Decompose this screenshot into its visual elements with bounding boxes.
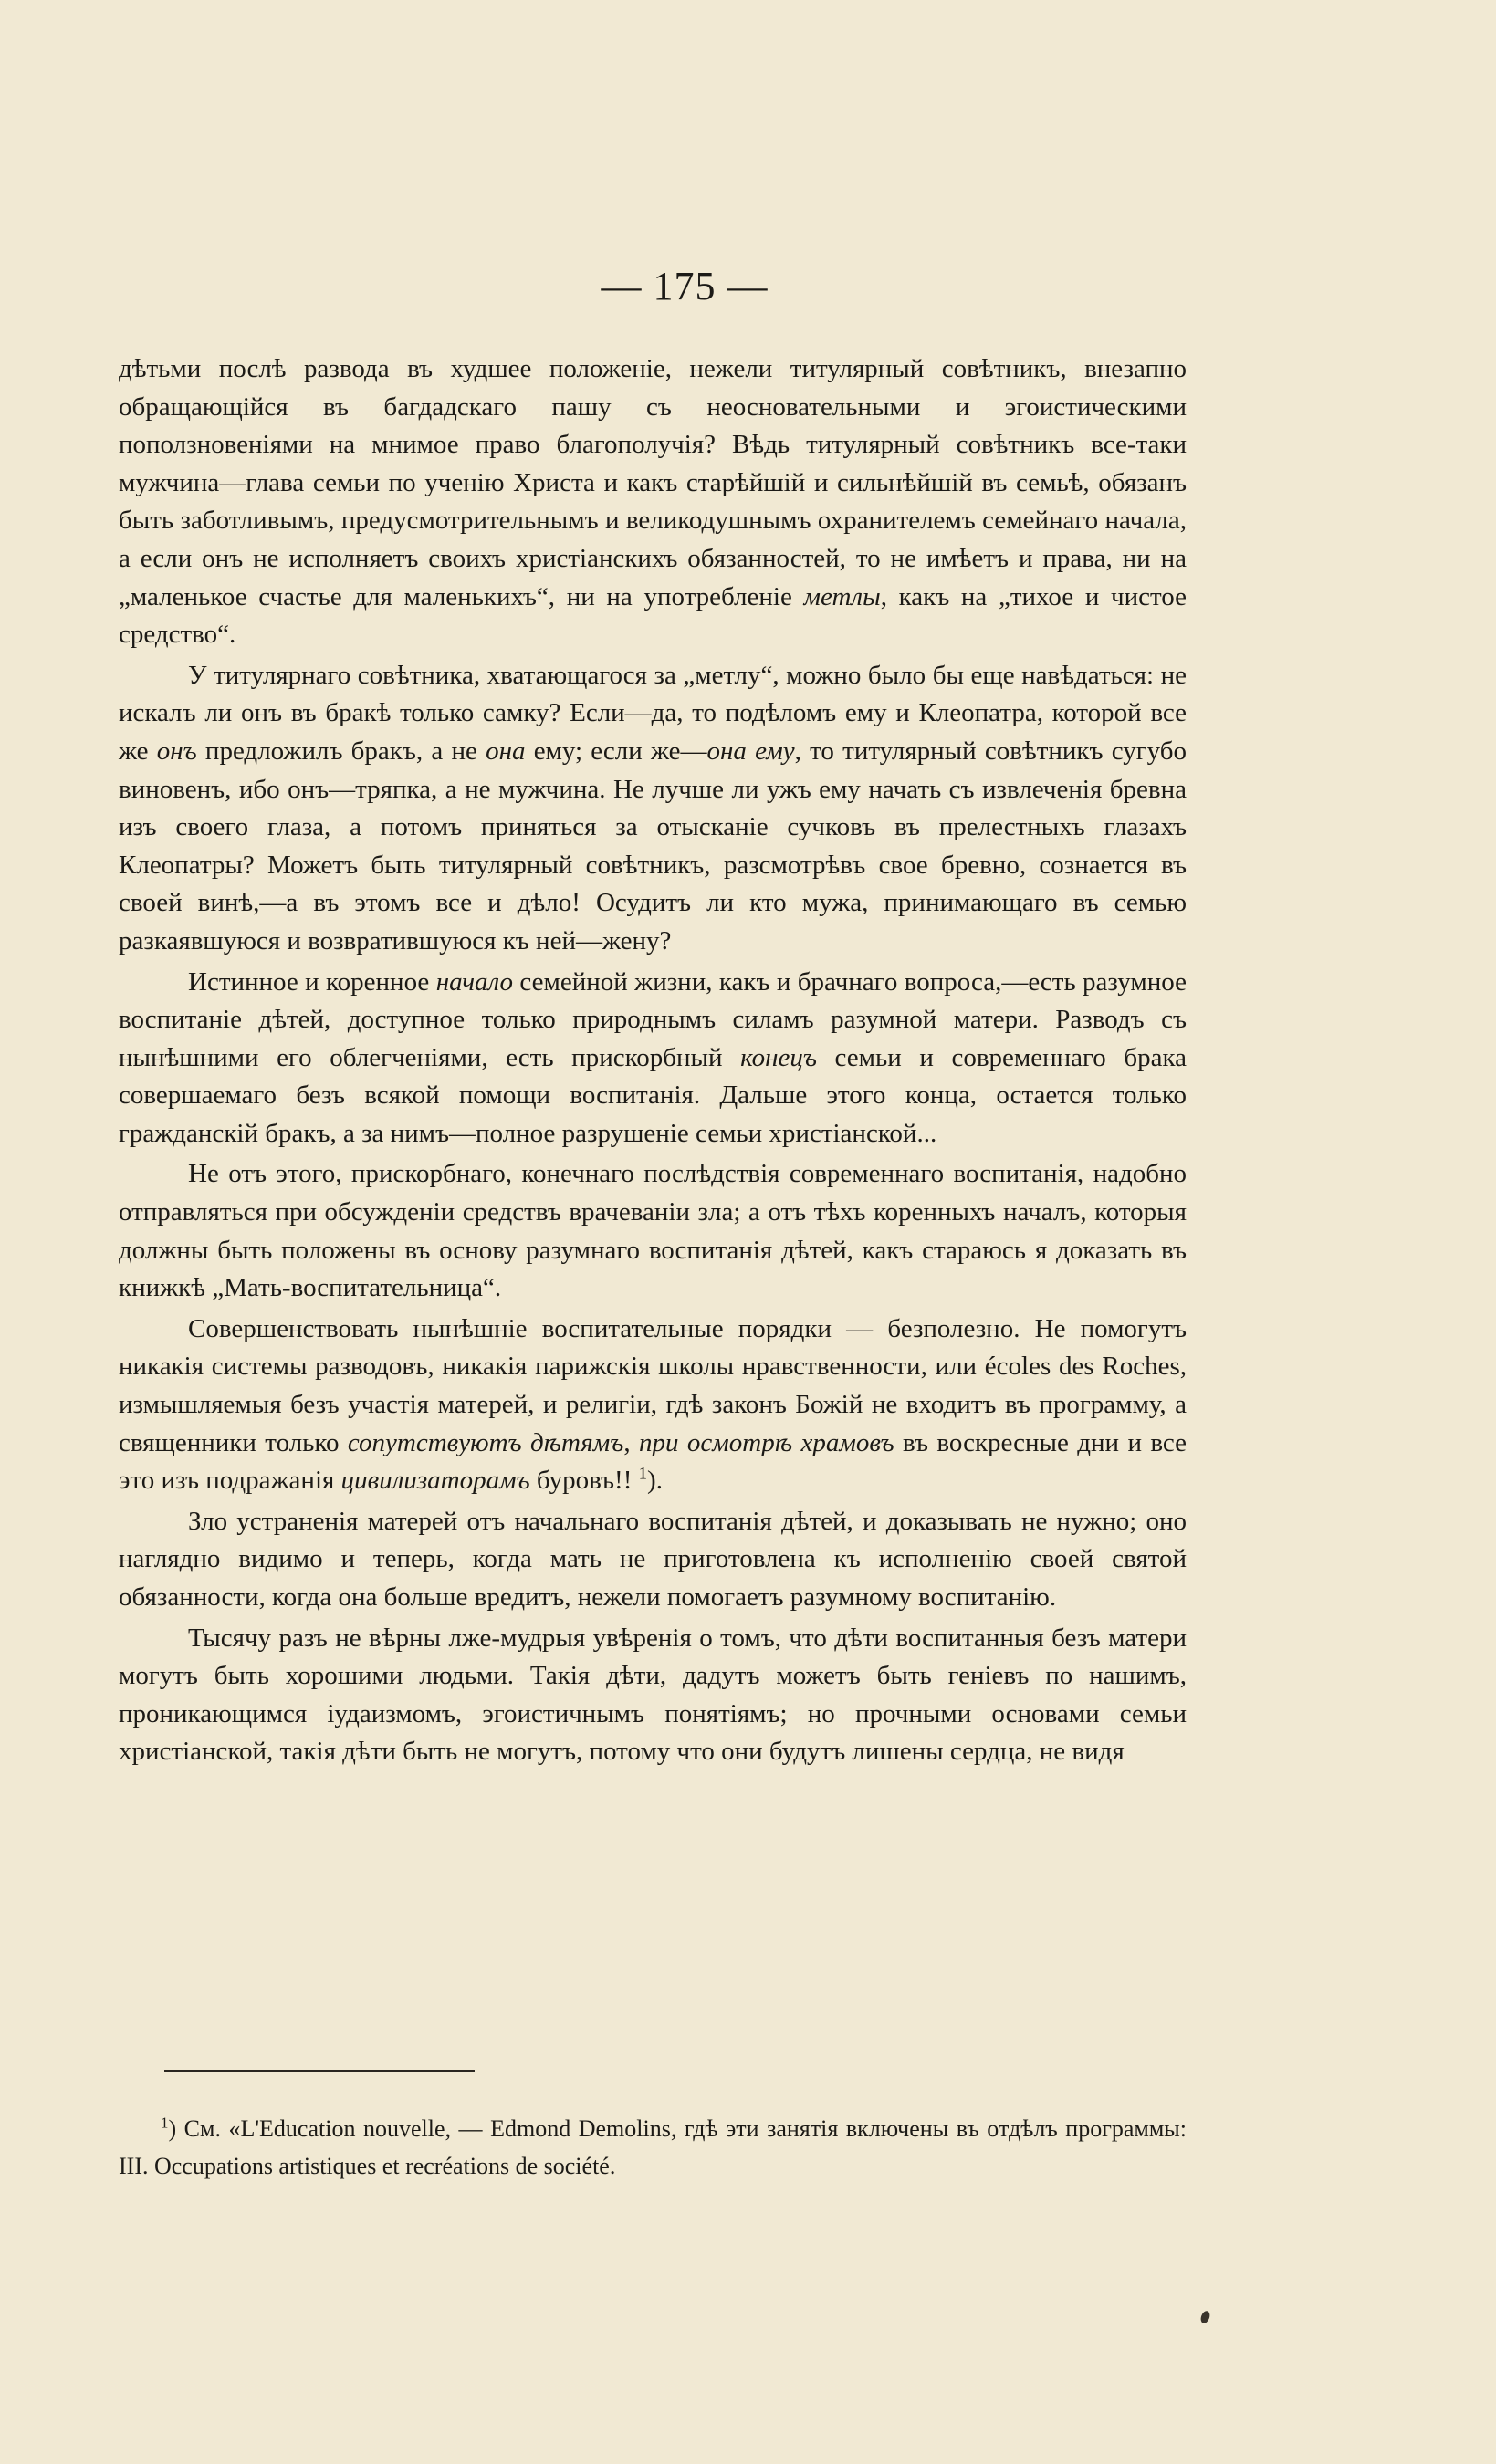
italic-text: сопутствуютъ дѣтямъ [347,1427,624,1457]
text-run: , то титулярный совѣтникъ сугубо виновенъ, ибо онъ—тряпка, а не мужчина. Не лучше ли ужъ ему начать съ извлеченія бревна изъ своего глаза, а потомъ приняться за отысканіе сучковъ въ прелестныхъ глазахъ Клеопатры? Можетъ быть титулярный совѣтникъ, разсмотрѣвъ свое бревно, сознается въ своей винѣ,—а въ этомъ все и дѣло! Осудитъ ли кто мужа, принимающаго въ семью разкаявшуюся и возвратившуюся къ ней—жену? [119,736,1187,955]
italic-text: начало [435,966,514,997]
paragraph [119,350,1187,654]
paragraph [119,1310,1187,1500]
paragraph [119,1503,1187,1617]
paragraph [119,1155,1187,1307]
text-run: , [623,1427,639,1457]
text-run: У титулярнаго совѣтника, хватающагося за „метлу“, можно было бы еще навѣдаться: не искалъ ли онъ въ бракѣ только самку? Если—да, то подѣломъ ему и Клеопатра, которой все же [119,660,1187,766]
paragraph [119,1620,1187,1771]
text-run: семейной жизни, какъ и брачнаго вопроса,—есть разумное воспитаніе дѣтей, доступное только природнымъ силамъ разумной матери. Разводъ съ нынѣшними его облегченіями, есть прискорбный [119,966,1187,1072]
text-run: Истинное и коренное [188,966,436,997]
ink-blot [1199,2310,1211,2324]
footnote-marker: 1 [638,1464,648,1484]
text-run: ему; если же— [525,736,707,766]
text-run: , какъ на „тихое и чистое средство“. [119,581,1187,650]
text-run: ) См. «L'Education nouvelle, — Edmond Demolins, гдѣ эти занятія включены въ отдѣлъ программы: III. Occupations artistiques et recréations de société. [119,2115,1187,2179]
text-run: буровъ!! [529,1466,639,1496]
text-run: предложилъ бракъ, а не [196,736,486,766]
text-run: Зло устраненія матерей отъ начальнаго воспитанія дѣтей, и доказывать не нужно; оно наглядно видимо и теперь, когда мать не приготовлена къ исполненію своей святой обязанности, когда она больше вредитъ, нежели помогаетъ разумному воспитанію. [119,1506,1187,1612]
footnote-divider [164,2070,475,2072]
italic-text: онъ [156,736,197,766]
italic-text: она ему [706,736,795,766]
footnote-marker: 1 [161,2114,169,2132]
text-run: семьи и современнаго брака совершаемаго безъ всякой помощи воспитанія. Дальше этого конца, остается только гражданскій бракъ, а за нимъ—полное разрушеніе семьи христіанской... [119,1042,1187,1148]
italic-text: метлы [803,581,881,611]
text-run: Совершенствовать нынѣшніе воспитательные порядки — безполезно. Не помогутъ никакія системы разводовъ, никакія парижскія школы нравственности, или écoles des Roches, измышляемыя безъ участія матерей, и религіи, гдѣ законъ Божій не входитъ въ программу, а священники только [119,1313,1187,1457]
body-text [119,350,1187,1771]
italic-text: при осмотрѣ храмовъ [639,1427,894,1457]
italic-text: цивилизаторамъ [340,1466,530,1496]
text-run: въ воскресные дни и все это изъ подражанія [119,1427,1187,1496]
text-run: дѣтьми послѣ развода въ худшее положеніе, нежели титулярный совѣтникъ, внезапно обращающійся въ багдадскаго пашу съ неосновательными и эгоистическими поползновеніями на мнимое право благополучія? Вѣдь титулярный совѣтникъ все-таки мужчина—глава семьи по ученію Христа и какъ старѣйшій и сильнѣйшій въ семьѣ, обязанъ быть заботливымъ, предусмотрительнымъ и великодушнымъ охранителемъ семейнаго начала, а если онъ не исполняетъ своихъ христіанскихъ обязанностей, то не имѣетъ и права, ни на „маленькое счастье для маленькихъ“, ни на употребленіе [119,354,1187,611]
paragraph [119,964,1187,1154]
text-run: ). [647,1466,663,1496]
italic-text: она [486,736,526,766]
footnote [119,2110,1187,2185]
italic-text: конецъ [740,1042,817,1072]
text-run: Тысячу разъ не вѣрны лже-мудрыя увѣренія о томъ, что дѣти воспитанныя безъ матери могутъ быть хорошими людьми. Такія дѣти, дадутъ можетъ быть геніевъ по нашимъ, проникающимся іудаизмомъ, эгоистичнымъ понятіямъ; но прочными основами семьи христіанской, такія дѣти быть не могутъ, потому что они будутъ лишены сердца, не видя [119,1623,1187,1767]
paragraph [119,657,1187,961]
text-run: Не отъ этого, прискорбнаго, конечнаго послѣдствія современнаго воспитанія, надобно отправляться при обсужденіи средствъ врачеваніи зла; а отъ тѣхъ коренныхъ началъ, которыя должны быть положены въ основу разумнаго воспитанія дѣтей, какъ стараюсь я доказать въ книжкѣ „Мать-воспитательница“. [119,1159,1187,1303]
page-number: — 175 — [601,264,769,308]
